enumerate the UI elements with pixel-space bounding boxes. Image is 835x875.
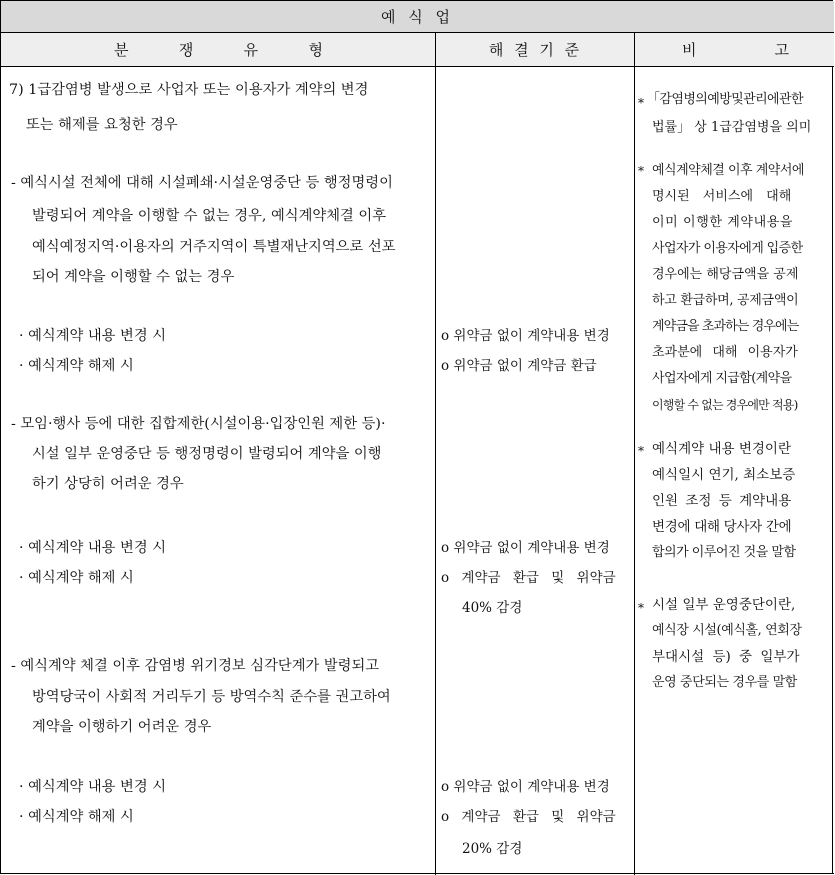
note-line: 예식장 시설(예식홀, 연회장 [652,623,802,638]
header-char: 분 [114,41,129,59]
case-line: 예식예정지역·이용자의 거주지역이 특별재난지역으로 선포 [32,239,396,255]
sub-case: · 예식계약 해제 시 [19,570,134,586]
header-remarks [635,33,834,67]
case-line: - 예식시설 전체에 대해 시설폐쇄·시설운영중단 등 행정명령이 [11,175,393,191]
case-line: - 예식계약 체결 이후 감염병 위기경보 심각단계가 발령되고 [11,658,380,674]
note-marker: * [638,444,644,458]
resolution-item: o 계약금 환급 및 위약금 [441,570,616,586]
note-line: 명시된 서비스에 대해 [652,189,792,204]
resolution-item: 40% 감경 [462,600,523,616]
note-line: 이행할 수 없는 경우에만 적용) [652,398,798,412]
sub-case: · 예식계약 내용 변경 시 [19,328,167,344]
header-char: 유 [243,41,259,59]
case-line: 하기 상당히 어려운 경우 [32,476,184,492]
note-line: 부대시설 등) 중 일부가 [652,649,800,665]
note-marker: * [638,96,644,110]
note-line: 변경에 대해 당사자 간에 [652,519,792,535]
note-marker: * [638,164,644,178]
resolution-item: o 위약금 없이 계약내용 변경 [441,779,610,795]
header-char: 비 [682,41,697,59]
resolution-item: o 위약금 없이 계약내용 변경 [441,540,610,556]
sub-case: · 예식계약 내용 변경 시 [19,540,167,556]
note-line: 예식일시 연기, 최소보증 [652,467,796,483]
header-char: 형 [308,41,323,59]
note-line: 법률」 상 1급감염병을 의미 [652,120,812,135]
note-marker: * [638,601,644,615]
sub-case: · 예식계약 해제 시 [19,809,134,825]
note-line: 예식계약 내용 변경이란 [652,441,791,457]
note-line: 사업자가 이용자에게 입증한 [652,241,803,256]
note-line: 경우에는 해당금액을 공제 [652,267,799,282]
case-line: 시설 일부 운영중단 등 행정명령이 발령되어 계약을 이행 [32,446,382,462]
note-line: 합의가 이루어진 것을 말함 [652,545,796,560]
note-line: 이미 이행한 계약내용을 [652,215,794,230]
resolution-item: 20% 감경 [462,841,523,857]
sub-case: · 예식계약 내용 변경 시 [19,779,167,795]
note-line: 시설 일부 운영중단이란, [652,597,796,613]
note-line: 초과분에 대해 이용자가 [652,345,798,360]
note-line: 예식계약체결 이후 계약서에 [652,163,804,178]
header-char: 쟁 [178,41,194,59]
resolution-item: o 위약금 없이 계약내용 변경 [441,328,610,344]
case-line: 발령되어 계약을 이행할 수 없는 경우, 예식계약체결 이후 [32,208,387,224]
note-line: 「감염병의예방및관리에관한 [647,92,803,107]
note-line: 운영 중단되는 경우를 말함 [652,675,797,690]
note-line: 하고 환급하며, 공제금액이 [652,293,799,308]
header-resolution: 해 결 기 준 [436,33,635,67]
table-title: 예 식 업 [1,1,834,33]
column-divider [435,33,436,875]
note-line: 계약금을 초과하는 경우에는 [652,319,799,334]
dispute-heading-line: 또는 해제를 요청한 경우 [26,117,178,133]
case-line: 계약을 이행하기 어려운 경우 [32,719,212,735]
resolution-item: o 계약금 환급 및 위약금 [441,809,616,825]
header-dispute-type [1,33,436,67]
case-line: 방역당국이 사회적 거리두기 등 방역수칙 준수를 권고하여 [32,689,391,705]
sub-case: · 예식계약 해제 시 [19,358,134,374]
case-line: 되어 계약을 이행할 수 없는 경우 [32,269,235,285]
header-char: 고 [774,41,789,59]
note-line: 사업자에게 지급함(계약을 [652,371,792,386]
resolution-item: o 위약금 없이 계약금 환급 [441,358,597,374]
note-line: 인원 조정 등 계약내용 [652,493,792,509]
case-line: - 모임·행사 등에 대한 집합제한(시설이용·입장인원 제한 등)· [11,416,386,432]
column-divider [634,33,635,875]
dispute-heading-line: 7) 1급감염병 발생으로 사업자 또는 이용자가 계약의 변경 [9,82,369,98]
